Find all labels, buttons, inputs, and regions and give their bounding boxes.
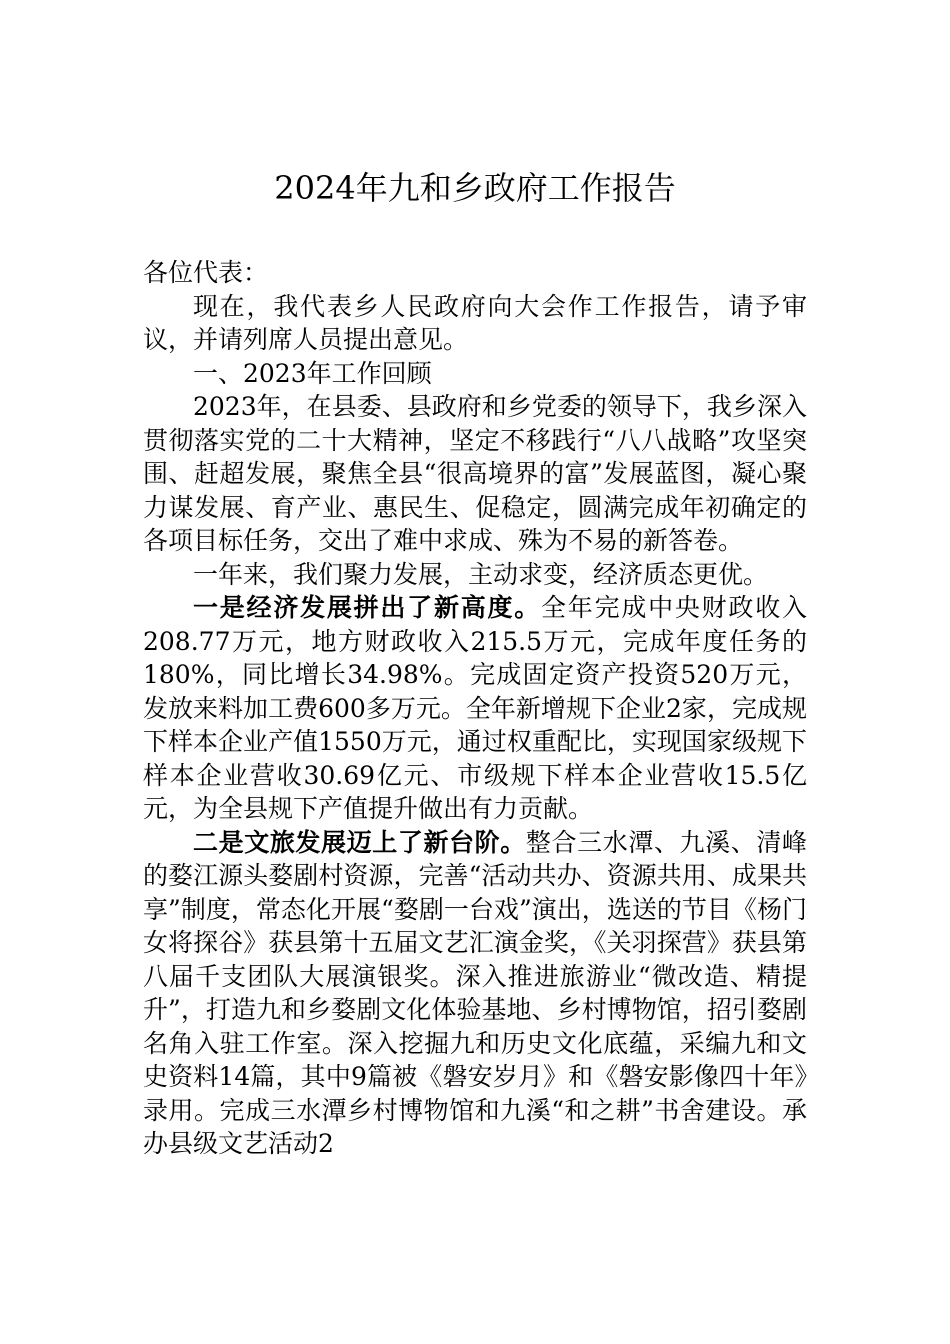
culture-body: 整合三水潭、九溪、清峰的婺江源头婺剧村资源，完善“活动共办、资源共用、成果共享”制度，常态化开展“婺剧一台戏”演出，选送的节目《杨门女将探谷》获县第十五届文艺汇演金奖，《关羽探营》获县第八届千支团队大展演银奖。深入推进旅游业“微改造、精提升”，打造九和乡婺剧文化体验基地、乡村博物馆，招引婺剧名角入驻工作室。深入挖掘九和历史文化底蕴，采编九和文史资料14篇，其中9篇被《磐安岁月》和《磐安影像四十年》录用。完成三水潭乡村博物馆和九溪“和之耕”书舍建设。承办县级文艺活动2 <box>143 827 807 1158</box>
section-heading-review: 一、2023年工作回顾 <box>193 358 432 388</box>
paragraph-culture-tourism <box>143 826 807 1161</box>
economy-lead: 一是经济发展拼出了新高度。 <box>193 593 542 622</box>
economy-body: 全年完成中央财政收入208.77万元，地方财政收入215.5万元，完成年度任务的180%，同比增长34.98%。完成固定资产投资520万元，发放来料加工费600多万元。全年新增规下企业2家，完成规下样本企业产值1550万元，通过权重配比，实现国家级规下样本企业营收30.69亿元、市级规下样本企业营收15.5亿元，为全县规下产值提升做出有力贡献。 <box>143 593 807 823</box>
intro-paragraph: 现在，我代表乡人民政府向大会作工作报告，请予审议，并请列席人员提出意见。 <box>143 291 807 354</box>
document-title: 2024年九和乡政府工作报告 <box>274 169 676 207</box>
paragraph-2023-overview: 2023年，在县委、县政府和乡党委的领导下，我乡深入贯彻落实党的二十大精神，坚定不移践行“八八战略”攻坚突围、赶超发展，聚焦全县“很高境界的富”发展蓝图，凝心聚力谋发展、育产业、惠民生、促稳定，圆满完成年初确定的各项目标任务，交出了难中求成、殊为不易的新答卷。 <box>143 392 807 555</box>
culture-lead: 二是文旅发展迈上了新台阶。 <box>193 827 526 857</box>
document-body <box>143 256 807 1161</box>
paragraph-economy <box>143 591 807 826</box>
salutation: 各位代表： <box>143 258 269 287</box>
paragraph-summary: 一年来，我们聚力发展，主动求变，经济质态更优。 <box>193 559 769 589</box>
